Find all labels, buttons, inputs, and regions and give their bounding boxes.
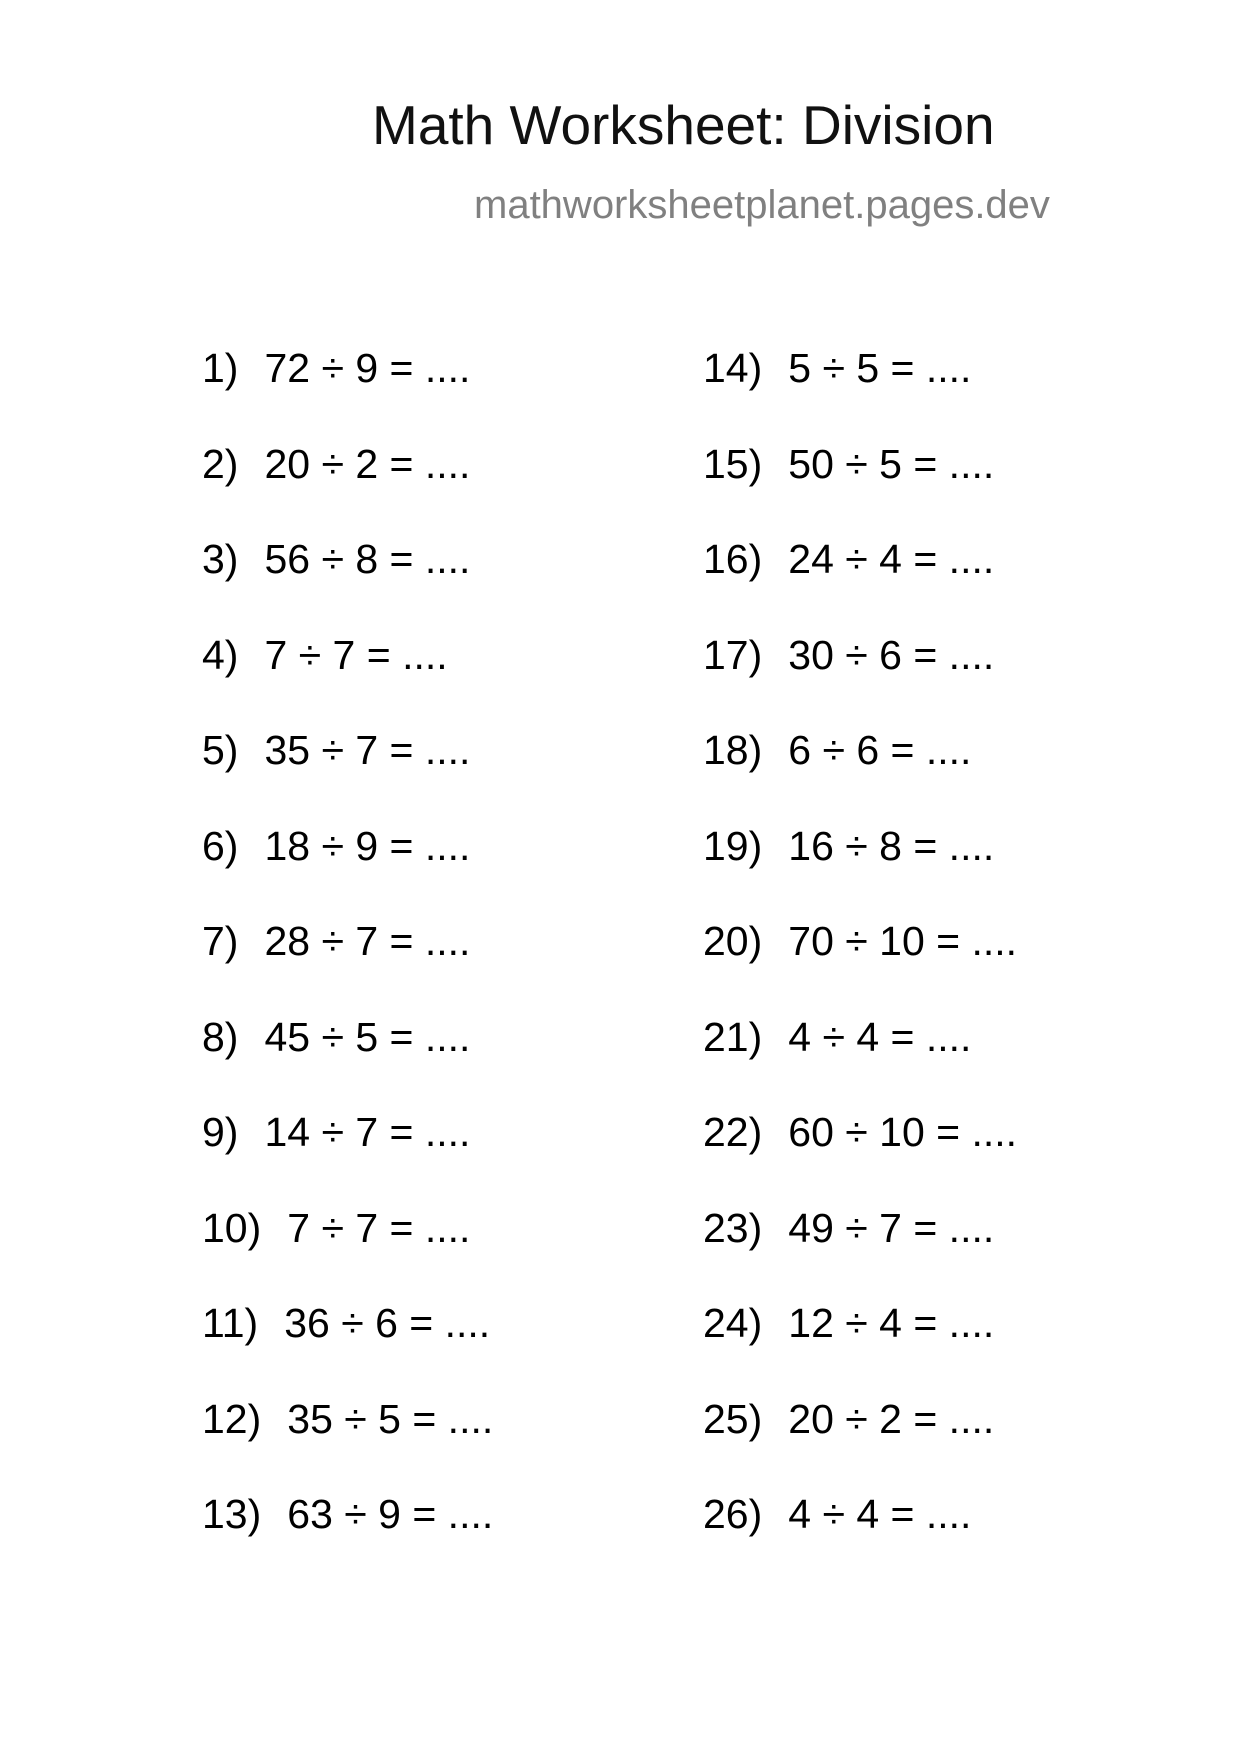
- problem-expression: 45 ÷ 5 = ....: [264, 1013, 471, 1060]
- problem-expression: 18 ÷ 9 = ....: [264, 822, 471, 869]
- problem-item: [202, 440, 493, 540]
- problem-expression: 12 ÷ 4 = ....: [788, 1300, 995, 1346]
- problem-number: 9): [202, 1109, 239, 1155]
- problem-item: [703, 822, 1017, 922]
- problem-item: [703, 727, 1017, 826]
- problem-number: 23): [703, 1204, 763, 1251]
- problem-item: [703, 631, 1017, 731]
- problem-expression: 28 ÷ 7 = ....: [264, 918, 471, 964]
- problem-expression: 4 ÷ 4 = ....: [788, 1013, 972, 1060]
- problem-number: 18): [703, 727, 763, 773]
- problem-expression: 35 ÷ 7 = ....: [264, 727, 471, 773]
- problem-expression: 72 ÷ 9 = ....: [264, 345, 471, 391]
- problem-expression: 7 ÷ 7 = ....: [287, 1204, 471, 1251]
- problem-item: [703, 1300, 1017, 1399]
- problem-expression: 35 ÷ 5 = ....: [287, 1395, 494, 1442]
- problem-number: 21): [703, 1013, 763, 1060]
- problem-item: [703, 345, 1017, 444]
- problem-number: 14): [703, 345, 763, 391]
- problem-number: 11): [202, 1300, 259, 1346]
- problem-item: [703, 1491, 1017, 1590]
- problem-expression: 7 ÷ 7 = ....: [264, 631, 448, 678]
- problem-item: [202, 727, 493, 826]
- website-url: mathworksheetplanet.pages.dev: [474, 183, 1050, 227]
- problem-item: [202, 536, 493, 635]
- problem-number: 1): [202, 345, 239, 391]
- problem-expression: 56 ÷ 8 = ....: [264, 536, 471, 582]
- problem-item: [202, 345, 493, 444]
- problem-item: [703, 918, 1018, 1017]
- problem-number: 10): [202, 1204, 262, 1251]
- problems-right-column: [703, 345, 1018, 1590]
- problem-number: 22): [703, 1109, 763, 1155]
- problem-number: 20): [703, 918, 763, 964]
- problem-item: [202, 1491, 494, 1590]
- problem-item: [703, 1109, 1018, 1208]
- problem-number: 19): [703, 822, 763, 869]
- problem-item: [202, 1109, 493, 1208]
- problem-expression: 4 ÷ 4 = ....: [788, 1491, 972, 1537]
- page-title: Math Worksheet: Division: [372, 94, 995, 156]
- problem-item: [202, 1013, 493, 1113]
- problem-expression: 20 ÷ 2 = ....: [788, 1395, 995, 1442]
- problem-expression: 49 ÷ 7 = ....: [788, 1204, 995, 1251]
- problem-item: [202, 822, 493, 922]
- problem-number: 7): [202, 918, 239, 964]
- problem-item: [703, 440, 1017, 540]
- problem-number: 2): [202, 440, 239, 487]
- problem-item: [703, 536, 1017, 635]
- problem-expression: 36 ÷ 6 = ....: [284, 1300, 491, 1346]
- problem-number: 17): [703, 631, 763, 678]
- problem-expression: 60 ÷ 10 = ....: [788, 1109, 1018, 1155]
- problem-item: [202, 1300, 493, 1399]
- problem-number: 6): [202, 822, 239, 869]
- problem-expression: 24 ÷ 4 = ....: [788, 536, 995, 582]
- problem-item: [703, 1013, 1017, 1113]
- problem-number: 15): [703, 440, 763, 487]
- problem-item: [703, 1395, 1017, 1495]
- problem-number: 12): [202, 1395, 262, 1442]
- problems-left-column: [202, 345, 494, 1590]
- problem-expression: 63 ÷ 9 = ....: [287, 1491, 494, 1537]
- problem-expression: 6 ÷ 6 = ....: [788, 727, 972, 773]
- problem-expression: 50 ÷ 5 = ....: [788, 440, 995, 487]
- problem-expression: 20 ÷ 2 = ....: [264, 440, 471, 487]
- problem-expression: 16 ÷ 8 = ....: [788, 822, 995, 869]
- problem-number: 13): [202, 1491, 262, 1537]
- problem-item: [202, 631, 493, 731]
- problem-number: 5): [202, 727, 239, 773]
- problem-item: [202, 1204, 493, 1304]
- problem-expression: 70 ÷ 10 = ....: [788, 918, 1018, 964]
- problem-number: 8): [202, 1013, 239, 1060]
- problem-number: 4): [202, 631, 239, 678]
- problem-item: [703, 1204, 1017, 1304]
- problem-number: 3): [202, 536, 239, 582]
- problem-item: [202, 918, 493, 1017]
- problem-expression: 5 ÷ 5 = ....: [788, 345, 972, 391]
- problem-number: 24): [703, 1300, 763, 1346]
- problem-number: 16): [703, 536, 763, 582]
- problem-expression: 14 ÷ 7 = ....: [264, 1109, 471, 1155]
- problem-item: [202, 1395, 494, 1495]
- problem-number: 26): [703, 1491, 763, 1537]
- problem-number: 25): [703, 1395, 763, 1442]
- problem-expression: 30 ÷ 6 = ....: [788, 631, 995, 678]
